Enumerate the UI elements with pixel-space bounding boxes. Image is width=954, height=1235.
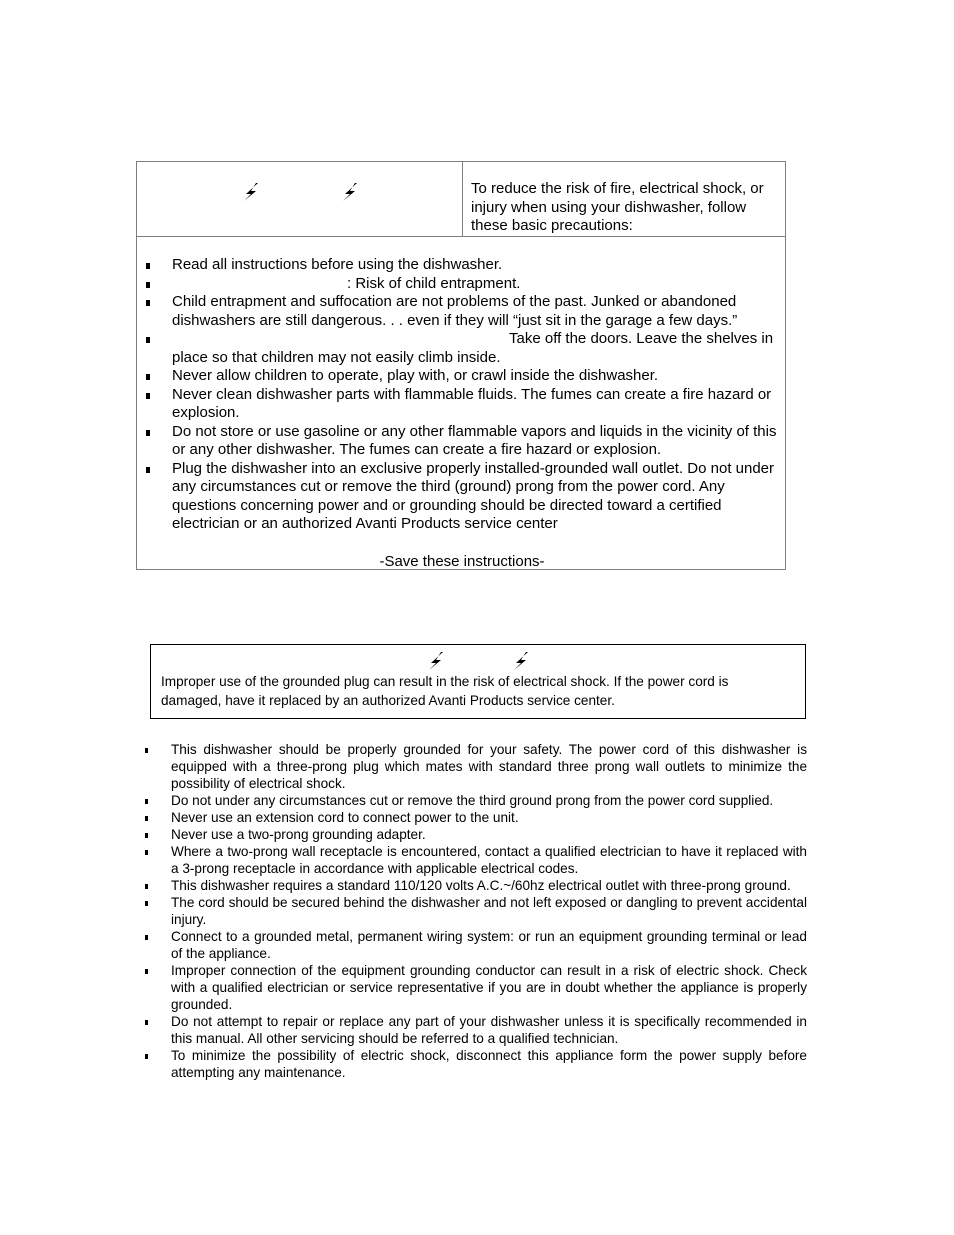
bullet <box>145 935 148 940</box>
list-item: Never allow children to operate, play with, or crawl inside the dishwasher. <box>137 367 787 386</box>
precautions-intro: To reduce the risk of fire, electrical shock, or injury when using your dishwasher, follow these basic precautions: <box>471 180 764 234</box>
bullet <box>145 833 148 838</box>
list-item: Do not attempt to repair or replace any part of your dishwasher unless it is specifically recommended in this manual. All other servicing should be referred to a qualified technician. <box>145 1013 807 1047</box>
bullet <box>145 969 148 974</box>
list-item: This dishwasher requires a standard 110/120 volts A.C.~/60hz electrical outlet with three-prong ground. <box>145 877 807 894</box>
list-item: Never use an extension cord to connect power to the unit. <box>145 809 807 826</box>
bullet <box>145 799 148 804</box>
bullet <box>145 816 148 821</box>
bullet <box>146 430 150 436</box>
bullet <box>146 467 150 473</box>
safety-precautions-box <box>136 161 786 570</box>
list-item: Where a two-prong wall receptacle is encountered, contact a qualified electrician to have it replaced with a 3-prong receptacle in accordance with applicable electrical codes. <box>145 843 807 877</box>
list-item: Do not under any circumstances cut or remove the third ground prong from the power cord supplied. <box>145 792 807 809</box>
bullet <box>146 374 150 380</box>
grounding-instructions-list <box>145 741 807 1081</box>
list-item: Improper connection of the equipment grounding conductor can result in a risk of electric shock. Check with a qualified electrician or service representative if you are in doubt whether the appliance is properly grounded. <box>145 962 807 1013</box>
grounding-warning-text: Improper use of the grounded plug can result in the risk of electrical shock. If the power cord is damaged, have it replaced by an authorized Avanti Products service center. <box>161 674 729 708</box>
bullet <box>145 850 148 855</box>
list-item: Plug the dishwasher into an exclusive properly installed-grounded wall outlet. Do not under any circumstances cut or remove the third (ground) prong from the power cord. Any questions concerning power and or grounding should be directed toward a certified electrician or an authorized Avanti Products service center <box>137 460 787 534</box>
bullet <box>146 263 150 269</box>
bullet <box>145 884 148 889</box>
list-item: To minimize the possibility of electric shock, disconnect this appliance form the power supply before attempting any maintenance. <box>145 1047 807 1081</box>
list-item: The cord should be secured behind the dishwasher and not left exposed or dangling to prevent accidental injury. <box>145 894 807 928</box>
bullet <box>146 282 150 288</box>
save-instructions-note: -Save these instructions- <box>379 553 545 570</box>
list-item: Never clean dishwasher parts with flammable fluids. The fumes can create a fire hazard or explosion. <box>137 386 787 423</box>
bullet <box>146 300 150 306</box>
grounding-warning-box <box>150 644 806 719</box>
bullet <box>146 393 150 399</box>
list-item: Connect to a grounded metal, permanent wiring system: or run an equipment grounding terminal or lead of the appliance. <box>145 928 807 962</box>
bullet <box>145 1054 148 1059</box>
list-item: Read all instructions before using the dishwasher. <box>137 256 787 275</box>
lightning-bolt-icon <box>340 182 360 202</box>
warning-title-cell <box>137 162 463 236</box>
list-item: : Risk of child entrapment. <box>137 275 787 294</box>
list-item: Child entrapment and suffocation are not problems of the past. Junked or abandoned dishwashers are still dangerous. . . even if they will “just sit in the garage a few days.” <box>137 293 787 330</box>
lightning-bolt-icon <box>426 651 446 671</box>
list-item: Never use a two-prong grounding adapter. <box>145 826 807 843</box>
lightning-bolt-icon <box>241 182 261 202</box>
lightning-bolt-icon <box>511 651 531 671</box>
precautions-header-row <box>137 162 785 237</box>
bullet <box>145 901 148 906</box>
list-item: This dishwasher should be properly grounded for your safety. The power cord of this dishwasher is equipped with a three-prong plug which mates with standard three prong wall outlets to minimize the possibility of electrical shock. <box>145 741 807 792</box>
bullet <box>145 1020 148 1025</box>
bullet <box>145 748 148 753</box>
list-item: Do not store or use gasoline or any other flammable vapors and liquids in the vicinity of this or any other dishwasher. The fumes can create a fire hazard or explosion. <box>137 423 787 460</box>
bullet <box>146 337 150 343</box>
precautions-list <box>137 256 787 534</box>
list-item: Take off the doors. Leave the shelves in place so that children may not easily climb inside. <box>137 330 787 367</box>
